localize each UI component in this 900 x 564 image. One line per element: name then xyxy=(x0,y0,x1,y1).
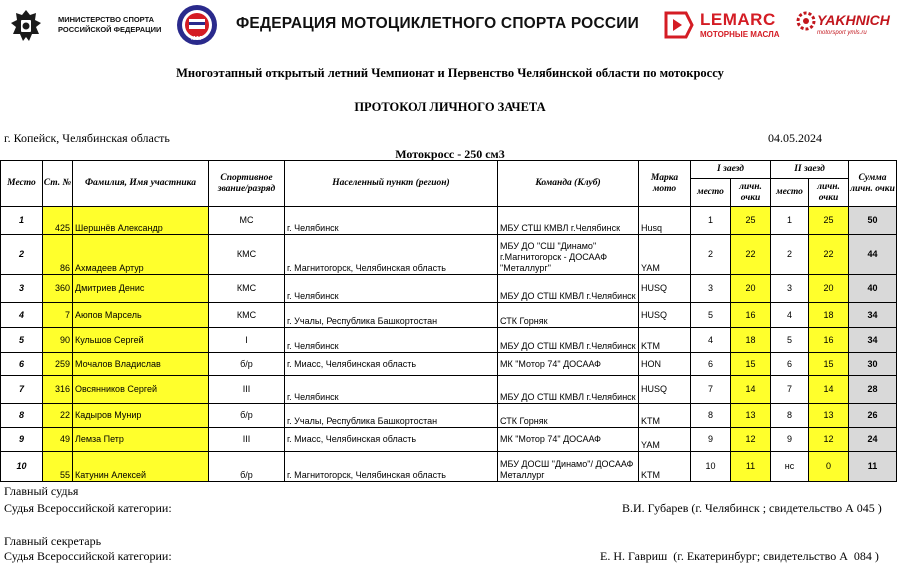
row-team: МБУ ДО "СШ "Динамо" г.Магнитогорск - ДОСААФ "Металлург" xyxy=(498,235,639,275)
row-heat-2-place: 3 xyxy=(771,275,809,303)
row-total: 26 xyxy=(849,404,897,428)
row-rank: III xyxy=(209,376,285,404)
row-heat-1-points: 25 xyxy=(731,207,771,235)
row-rank: КМС xyxy=(209,235,285,275)
yakhnich-subtitle: motorsport ymls.ru xyxy=(817,30,867,36)
table-header xyxy=(1,161,897,207)
row-heat-2-points: 12 xyxy=(809,428,849,452)
ministry-line-2: РОССИЙСКОЙ ФЕДЕРАЦИИ xyxy=(58,25,162,34)
row-place: 4 xyxy=(1,303,43,328)
table-row xyxy=(1,353,897,376)
row-heat-2-place: 5 xyxy=(771,328,809,353)
row-name: Лемза Петр xyxy=(73,428,209,452)
row-heat-1-place: 5 xyxy=(691,303,731,328)
mfr-logo-text: МФР xyxy=(191,36,203,42)
row-city: г. Миасс, Челябинская область xyxy=(285,428,498,452)
event-location: г. Копейск, Челябинская область xyxy=(4,131,170,145)
ministry-emblem-icon xyxy=(6,6,46,46)
row-heat-1-place: 4 xyxy=(691,328,731,353)
row-heat-2-points: 20 xyxy=(809,275,849,303)
row-place: 5 xyxy=(1,328,43,353)
chief-secretary-label: Главный секретарь xyxy=(4,534,102,548)
table-row xyxy=(1,376,897,404)
row-number: 49 xyxy=(43,428,73,452)
judge-signature-1: В.И. Губарев (г. Челябинск ; свидетельство А 045 ) xyxy=(622,501,882,515)
row-number: 316 xyxy=(43,376,73,404)
header-place: Место xyxy=(1,161,43,207)
row-heat-1-points: 22 xyxy=(731,235,771,275)
row-rank: б/р xyxy=(209,452,285,482)
row-heat-1-place: 6 xyxy=(691,353,731,376)
row-moto: YAM xyxy=(639,428,691,452)
table-row xyxy=(1,428,897,452)
row-heat-2-place: 7 xyxy=(771,376,809,404)
row-total: 40 xyxy=(849,275,897,303)
table-body xyxy=(1,207,897,482)
row-moto: KTM xyxy=(639,404,691,428)
row-team: МК "Мотор 74" ДОСААФ xyxy=(498,353,639,376)
header-heat-1: I заезд xyxy=(691,161,771,179)
header-moto: Марка мото xyxy=(639,161,691,207)
yakhnich-gear-icon xyxy=(795,10,817,32)
row-number: 86 xyxy=(43,235,73,275)
row-rank: III xyxy=(209,428,285,452)
row-heat-1-place: 2 xyxy=(691,235,731,275)
lemarc-logo-icon xyxy=(662,9,694,41)
row-rank: КМС xyxy=(209,275,285,303)
row-number: 425 xyxy=(43,207,73,235)
row-moto: HUSQ xyxy=(639,303,691,328)
row-heat-2-place: 8 xyxy=(771,404,809,428)
row-rank: б/р xyxy=(209,353,285,376)
row-name: Овсянников Сергей xyxy=(73,376,209,404)
judge-signature-2: Е. Н. Гавриш (г. Екатеринбург; свидетельство А 084 ) xyxy=(600,549,879,563)
row-place: 7 xyxy=(1,376,43,404)
ministry-line-1: МИНИСТЕРСТВО СПОРТА xyxy=(58,15,155,24)
row-number: 90 xyxy=(43,328,73,353)
row-place: 9 xyxy=(1,428,43,452)
row-total: 11 xyxy=(849,452,897,482)
judge-category-label-2: Судья Всероссийской категории: xyxy=(4,549,172,563)
row-city: г. Челябинск xyxy=(285,328,498,353)
event-date: 04.05.2024 xyxy=(768,131,822,145)
row-heat-2-place: 1 xyxy=(771,207,809,235)
row-team: СТК Горняк xyxy=(498,404,639,428)
row-total: 24 xyxy=(849,428,897,452)
row-heat-1-place: 8 xyxy=(691,404,731,428)
row-heat-1-points: 11 xyxy=(731,452,771,482)
mfr-logo-icon xyxy=(176,4,218,46)
row-moto: KTM xyxy=(639,452,691,482)
table-row xyxy=(1,452,897,482)
lemarc-brand: LEMARC xyxy=(700,10,776,29)
lemarc-subtitle: МОТОРНЫЕ МАСЛА xyxy=(700,30,780,39)
championship-title: Многоэтапный открытый летний Чемпионат и Первенство Челябинской области по мотокроссу xyxy=(176,66,724,80)
row-city: г. Челябинск xyxy=(285,275,498,303)
row-number: 55 xyxy=(43,452,73,482)
row-rank: б/р xyxy=(209,404,285,428)
class-title: Мотокросс - 250 см3 xyxy=(395,147,505,161)
results-table xyxy=(0,160,897,482)
row-heat-2-points: 18 xyxy=(809,303,849,328)
table-row xyxy=(1,404,897,428)
chief-judge-label: Главный судья xyxy=(4,484,79,498)
header-total: Сумма личн. очки xyxy=(849,161,897,207)
row-total: 50 xyxy=(849,207,897,235)
table-row xyxy=(1,275,897,303)
judge-category-label-1: Судья Всероссийской категории: xyxy=(4,501,172,515)
row-place: 3 xyxy=(1,275,43,303)
row-city: г. Магнитогорск, Челябинская область xyxy=(285,452,498,482)
row-place: 2 xyxy=(1,235,43,275)
row-name: Шершнёв Александр xyxy=(73,207,209,235)
page-header xyxy=(0,0,900,52)
row-heat-1-points: 15 xyxy=(731,353,771,376)
row-name: Кадыров Мунир xyxy=(73,404,209,428)
row-number: 22 xyxy=(43,404,73,428)
protocol-title: ПРОТОКОЛ ЛИЧНОГО ЗАЧЕТА xyxy=(354,100,546,114)
row-city: г. Учалы, Республика Башкортостан xyxy=(285,404,498,428)
row-heat-2-points: 22 xyxy=(809,235,849,275)
row-name: Катунин Алексей xyxy=(73,452,209,482)
row-rank: МС xyxy=(209,207,285,235)
header-heat-1-points: личн. очки xyxy=(731,179,771,207)
row-heat-2-place: 9 xyxy=(771,428,809,452)
row-number: 7 xyxy=(43,303,73,328)
row-total: 34 xyxy=(849,328,897,353)
header-city: Населенный пункт (регион) xyxy=(285,161,498,207)
table-row xyxy=(1,207,897,235)
row-name: Аюпов Марсель xyxy=(73,303,209,328)
row-team: МБУ СТШ КМВЛ г.Челябинск xyxy=(498,207,639,235)
header-heat-1-place: место xyxy=(691,179,731,207)
row-city: г. Магнитогорск, Челябинская область xyxy=(285,235,498,275)
row-heat-2-points: 14 xyxy=(809,376,849,404)
row-moto: HUSQ xyxy=(639,275,691,303)
row-heat-2-place: 4 xyxy=(771,303,809,328)
row-heat-1-points: 16 xyxy=(731,303,771,328)
row-moto: Husq xyxy=(639,207,691,235)
row-name: Мочалов Владислав xyxy=(73,353,209,376)
row-heat-1-points: 14 xyxy=(731,376,771,404)
yakhnich-brand: YAKHNICH xyxy=(817,12,890,28)
row-place: 1 xyxy=(1,207,43,235)
row-heat-1-place: 9 xyxy=(691,428,731,452)
row-heat-2-points: 25 xyxy=(809,207,849,235)
header-number: Ст. № xyxy=(43,161,73,207)
row-number: 360 xyxy=(43,275,73,303)
row-heat-1-points: 13 xyxy=(731,404,771,428)
row-team: МБУ ДО СТШ КМВЛ г.Челябинск xyxy=(498,328,639,353)
row-heat-2-place: 6 xyxy=(771,353,809,376)
row-moto: HON xyxy=(639,353,691,376)
row-moto: KTM xyxy=(639,328,691,353)
row-heat-1-points: 20 xyxy=(731,275,771,303)
header-heat-2-place: место xyxy=(771,179,809,207)
row-heat-1-place: 1 xyxy=(691,207,731,235)
row-heat-2-points: 0 xyxy=(809,452,849,482)
row-city: г. Челябинск xyxy=(285,207,498,235)
row-total: 34 xyxy=(849,303,897,328)
row-place: 8 xyxy=(1,404,43,428)
row-city: г. Учалы, Республика Башкортостан xyxy=(285,303,498,328)
row-team: СТК Горняк xyxy=(498,303,639,328)
ministry-name xyxy=(58,15,161,35)
row-total: 30 xyxy=(849,353,897,376)
row-total: 28 xyxy=(849,376,897,404)
table-row xyxy=(1,235,897,275)
row-place: 6 xyxy=(1,353,43,376)
federation-title: ФЕДЕРАЦИЯ МОТОЦИКЛЕТНОГО СПОРТА РОССИИ xyxy=(236,15,639,32)
row-heat-1-points: 18 xyxy=(731,328,771,353)
row-total: 44 xyxy=(849,235,897,275)
row-name: Ахмадеев Артур xyxy=(73,235,209,275)
row-moto: YAM xyxy=(639,235,691,275)
row-team: МБУ ДО СТШ КМВЛ г.Челябинск xyxy=(498,376,639,404)
header-name: Фамилия, Имя участника xyxy=(73,161,209,207)
header-rank: Спортивное звание/разряд xyxy=(209,161,285,207)
row-heat-2-points: 15 xyxy=(809,353,849,376)
row-city: г. Челябинск xyxy=(285,376,498,404)
table-row xyxy=(1,328,897,353)
header-team: Команда (Клуб) xyxy=(498,161,639,207)
row-place: 10 xyxy=(1,452,43,482)
header-heat-2: II заезд xyxy=(771,161,849,179)
header-heat-2-points: личн. очки xyxy=(809,179,849,207)
row-rank: I xyxy=(209,328,285,353)
row-name: Кульшов Сергей xyxy=(73,328,209,353)
row-heat-2-place: нс xyxy=(771,452,809,482)
row-heat-1-points: 12 xyxy=(731,428,771,452)
row-name: Дмитриев Денис xyxy=(73,275,209,303)
row-team: МБУ ДОСШ "Динамо"/ ДОСААФ Металлург xyxy=(498,452,639,482)
row-heat-2-points: 13 xyxy=(809,404,849,428)
row-heat-1-place: 10 xyxy=(691,452,731,482)
row-rank: КМС xyxy=(209,303,285,328)
table-row xyxy=(1,303,897,328)
row-heat-2-points: 16 xyxy=(809,328,849,353)
row-heat-1-place: 7 xyxy=(691,376,731,404)
row-team: МК "Мотор 74" ДОСААФ xyxy=(498,428,639,452)
row-heat-2-place: 2 xyxy=(771,235,809,275)
row-team: МБУ ДО СТШ КМВЛ г.Челябинск xyxy=(498,275,639,303)
row-number: 259 xyxy=(43,353,73,376)
row-heat-1-place: 3 xyxy=(691,275,731,303)
row-city: г. Миасс, Челябинская область xyxy=(285,353,498,376)
row-moto: HUSQ xyxy=(639,376,691,404)
